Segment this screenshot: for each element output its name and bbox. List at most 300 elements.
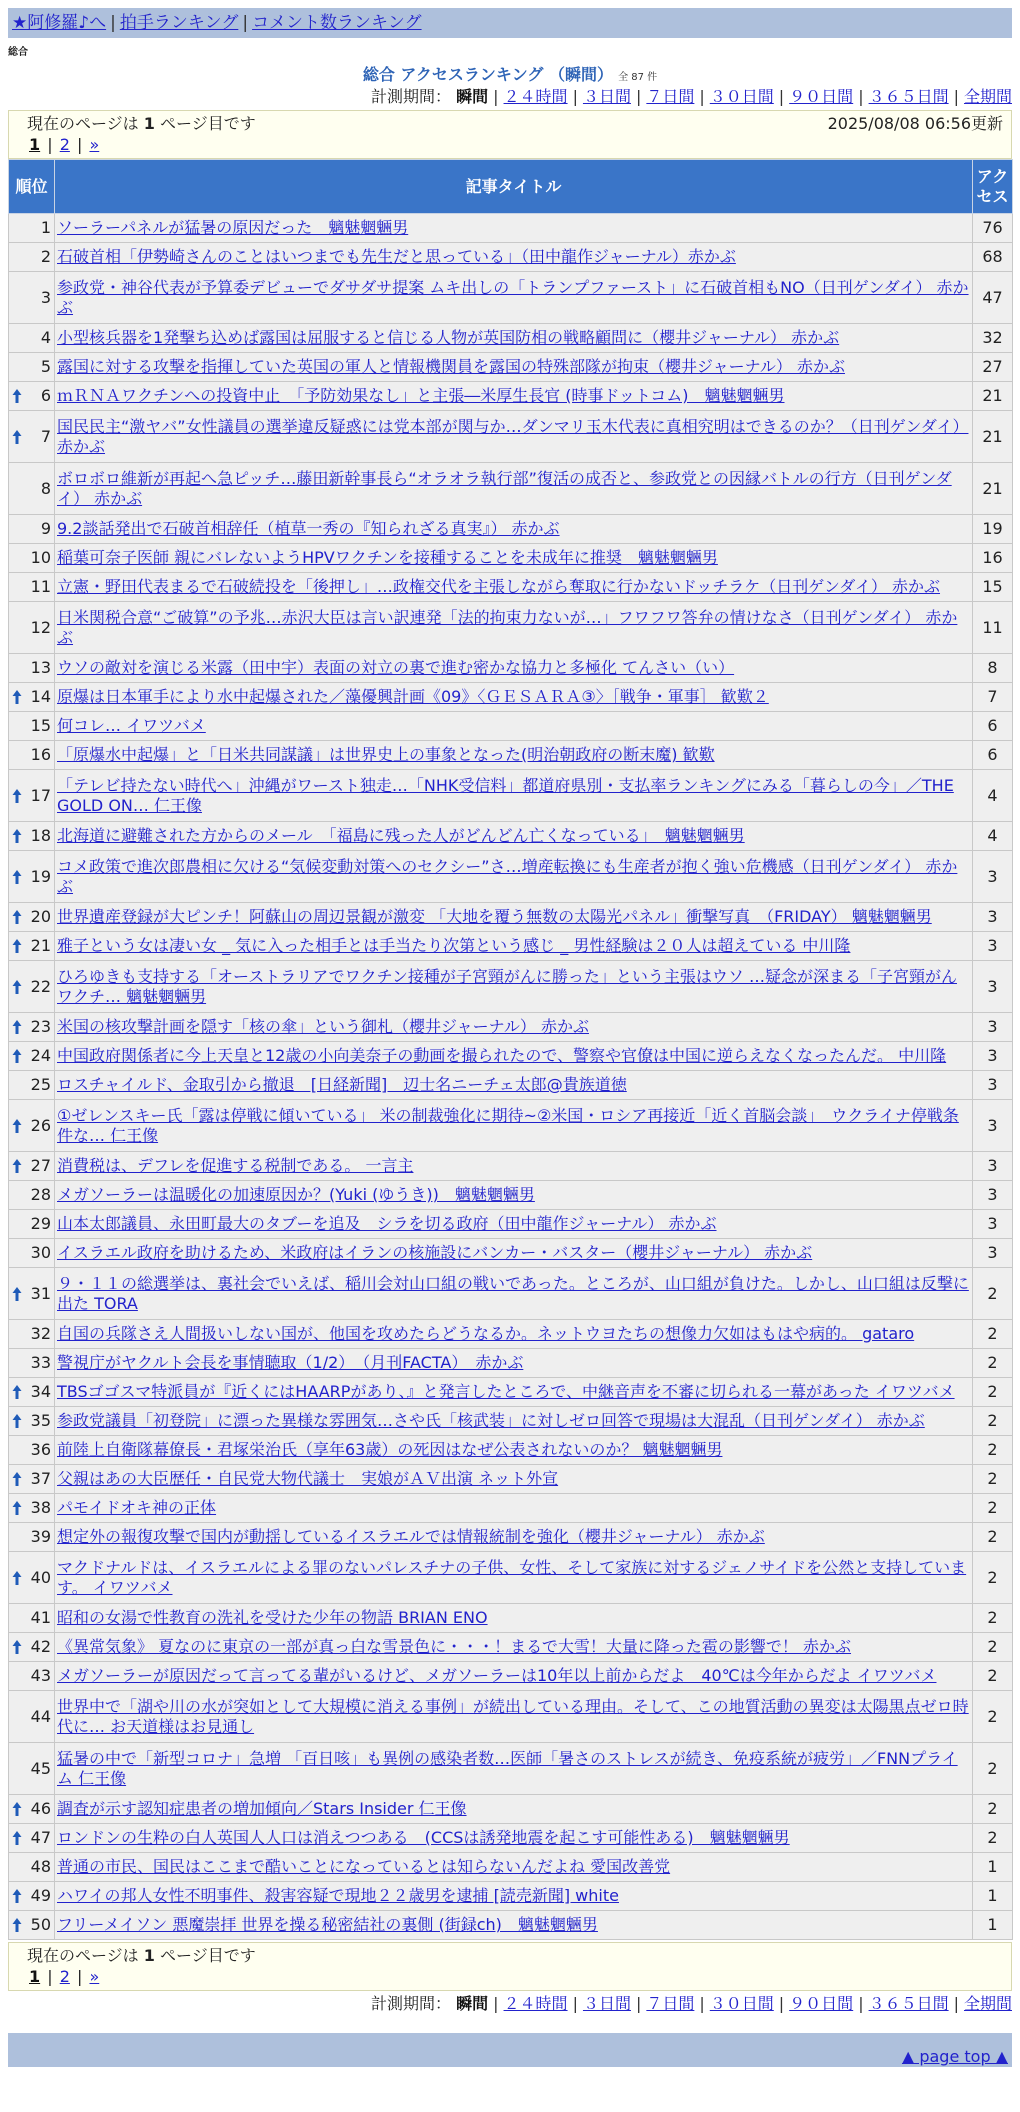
period-link-30d[interactable]: ３０日間: [709, 87, 774, 106]
title-cell: [55, 1633, 973, 1662]
rank-up-arrow-icon: [12, 1019, 22, 1035]
access-count: 21: [973, 411, 1013, 463]
rank-number: 47: [30, 1828, 51, 1847]
table-row: [9, 1552, 1013, 1604]
title-cell: [55, 1552, 973, 1604]
article-link[interactable]: 「原爆水中起爆」と「日米共同謀議」は世界史上の事象となった(明治朝政府の断末魔) 歓歎: [57, 745, 715, 764]
title-cell: [55, 214, 973, 243]
page-title: 総合 アクセスランキング （瞬間）: [362, 65, 613, 84]
article-link[interactable]: 何コレ… イワツバメ: [57, 716, 206, 735]
article-link[interactable]: 《異常気象》 夏なのに東京の一部が真っ白な雪景色に・・・！まるで大雪！大量に降った雹の影響で！ 赤かぶ: [57, 1637, 852, 1656]
article-link[interactable]: 小型核兵器を1発撃ち込めば露国は屈服すると信じる人物が英国防相の戦略顧問に（櫻井ジャーナル） 赤かぶ: [57, 328, 840, 347]
period-link-365d[interactable]: ３６５日間: [868, 1994, 949, 2013]
title-cell: [55, 1911, 973, 1940]
rank-number: 27: [30, 1156, 51, 1175]
access-count: 3: [973, 1042, 1013, 1071]
article-link[interactable]: マクドナルドは、イスラエルによる罪のないパレスチナの子供、女性、そして家族に対するジェノサイドを公然と支持しています。 イワツバメ: [57, 1557, 967, 1597]
title-cell: [55, 1853, 973, 1882]
rank-cell: [9, 741, 55, 770]
access-count: 3: [973, 932, 1013, 961]
title-cell: [55, 1604, 973, 1633]
article-link[interactable]: 調査が示す認知症患者の増加傾向／Stars Insider 仁王像: [57, 1799, 467, 1818]
rank-up-arrow-icon: [12, 909, 22, 925]
access-count: 3: [973, 1013, 1013, 1042]
access-count: 2: [973, 1465, 1013, 1494]
table-row: [9, 1465, 1013, 1494]
table-row: [9, 324, 1013, 353]
title-cell: [55, 1042, 973, 1071]
rank-cell: [9, 1465, 55, 1494]
rank-number: 1: [40, 218, 51, 237]
rank-number: 4: [40, 328, 51, 347]
rank-number: 14: [30, 687, 51, 706]
rank-number: 18: [30, 826, 51, 845]
period-link-24h[interactable]: ２４時間: [503, 87, 568, 106]
access-count: 2: [973, 1662, 1013, 1691]
rank-up-arrow-icon: [12, 1471, 22, 1487]
rank-cell: [9, 272, 55, 324]
access-count: 21: [973, 463, 1013, 515]
rank-cell: [9, 1633, 55, 1662]
rank-up-arrow-icon: [12, 788, 22, 804]
page-top-link[interactable]: ▲ page top ▲: [901, 2047, 1008, 2066]
footer-bar: [8, 2033, 1012, 2067]
rank-up-arrow-icon: [12, 1917, 22, 1933]
title-cell: [55, 1239, 973, 1268]
period-link-24h[interactable]: ２４時間: [503, 1994, 568, 2013]
page-link-1[interactable]: 1: [29, 1967, 41, 1986]
article-link[interactable]: ロンドンの生粋の白人英国人人口は消えつつある (CCSは誘発地震を起こす可能性ある) 魑魅魍魎男: [57, 1828, 790, 1847]
rank-cell: [9, 353, 55, 382]
period-link-90d[interactable]: ９０日間: [789, 1994, 854, 2013]
access-count: 21: [973, 382, 1013, 411]
nav-separator: |: [242, 13, 249, 33]
table-row: [9, 1911, 1013, 1940]
title-cell: [55, 1523, 973, 1552]
rank-number: 6: [40, 386, 51, 405]
title-cell: [55, 1378, 973, 1407]
access-count: 7: [973, 683, 1013, 712]
rank-up-arrow-icon: [12, 689, 22, 705]
rank-up-arrow-icon: [12, 1639, 22, 1655]
period-link-7d[interactable]: ７日間: [646, 1994, 695, 2013]
title-cell: [55, 411, 973, 463]
col-header-title: 記事タイトル: [55, 160, 973, 214]
title-cell: [55, 1210, 973, 1239]
rank-cell: [9, 1494, 55, 1523]
pager-bottom: [8, 1942, 1012, 1991]
article-link[interactable]: 露国に対する攻撃を指揮していた英国の軍人と情報機関員を露国の特殊部隊が拘束（櫻井ジャーナル） 赤かぶ: [57, 357, 845, 376]
rank-number: 33: [30, 1353, 51, 1372]
table-row: [9, 683, 1013, 712]
rank-number: 23: [30, 1017, 51, 1036]
title-cell: [55, 1662, 973, 1691]
col-header-rank: 順位: [9, 160, 55, 214]
article-link[interactable]: 米国の核攻撃計画を隠す「核の傘」という御札（櫻井ジャーナル） 赤かぶ: [57, 1017, 589, 1036]
table-row: [9, 382, 1013, 411]
table-row: [9, 1407, 1013, 1436]
table-row: [9, 654, 1013, 683]
access-count: 2: [973, 1494, 1013, 1523]
access-count: 2: [973, 1552, 1013, 1604]
access-count: 76: [973, 214, 1013, 243]
rank-cell: [9, 214, 55, 243]
table-row: [9, 741, 1013, 770]
rank-cell: [9, 903, 55, 932]
article-link[interactable]: ボロボロ維新が再起へ急ピッチ…藤田新幹事長ら“オラオラ執行部”復活の成否と、参政党との因縁バトルの行方（日刊ゲンダイ） 赤かぶ: [57, 468, 952, 508]
article-link[interactable]: 想定外の報復攻撃で国内が動揺しているイスラエルでは情報統制を強化（櫻井ジャーナル） 赤かぶ: [57, 1527, 765, 1546]
page-link-1[interactable]: 1: [29, 135, 41, 154]
access-count: 1: [973, 1853, 1013, 1882]
rank-up-arrow-icon: [12, 1801, 22, 1817]
ranking-table: [8, 159, 1013, 1940]
article-link[interactable]: ①ゼレンスキー氏「露は停戦に傾いている」 米の制裁強化に期待~②米国・ロシア再接近「近く首脳会談」 ウクライナ停戦条件な… 仁王像: [57, 1105, 959, 1145]
rank-cell: [9, 1378, 55, 1407]
rank-number: 12: [30, 617, 51, 637]
applause-ranking-link[interactable]: 拍手ランキング: [119, 13, 239, 33]
rank-number: 40: [30, 1567, 51, 1587]
rank-number: 2: [40, 247, 51, 266]
rank-number: 46: [30, 1799, 51, 1818]
period-label: 計測期間：: [371, 1994, 452, 2013]
table-row: [9, 712, 1013, 741]
rank-cell: [9, 1911, 55, 1940]
rank-cell: [9, 1824, 55, 1853]
table-row: [9, 353, 1013, 382]
period-current: 瞬間: [456, 1994, 489, 2013]
article-link[interactable]: パモイドオキ神の正体: [57, 1498, 217, 1517]
title-cell: [55, 1152, 973, 1181]
table-row: [9, 1662, 1013, 1691]
rank-number: 39: [30, 1527, 51, 1546]
rank-cell: [9, 1349, 55, 1378]
table-row: [9, 961, 1013, 1013]
article-link[interactable]: 参政党・神谷代表が予算委デビューでダサダサ提案 ムキ出しの「トランプファースト」に石破首相もNO（日刊ゲンダイ） 赤かぶ: [57, 277, 969, 317]
rank-cell: [9, 463, 55, 515]
article-link[interactable]: 参政党議員「初登院」に漂った異様な雰囲気…さや氏「核武装」に対しゼロ回答で現場は大混乱（日刊ゲンダイ） 赤かぶ: [57, 1411, 925, 1430]
period-label: 計測期間：: [371, 87, 452, 106]
table-row: [9, 1824, 1013, 1853]
rank-cell: [9, 654, 55, 683]
period-selector-bottom: 計測期間： 瞬間 | ２４時間 | ３日間 | ７日間 | ３０日間 | ９０日間 | ３６５日間 | 全期間: [371, 1994, 1012, 2013]
rank-up-arrow-icon: [12, 388, 22, 404]
title-cell: [55, 1882, 973, 1911]
access-count: 3: [973, 1181, 1013, 1210]
table-row: [9, 1152, 1013, 1181]
table-row: [9, 1436, 1013, 1465]
access-count: 2: [973, 1604, 1013, 1633]
table-row: [9, 1100, 1013, 1152]
period-current: 瞬間: [456, 87, 489, 106]
rank-number: 11: [30, 577, 51, 596]
rank-number: 9: [40, 519, 51, 538]
table-row: [9, 1181, 1013, 1210]
rank-cell: [9, 544, 55, 573]
rank-number: 20: [30, 907, 51, 926]
category-label: 総合: [8, 47, 28, 58]
access-count: 2: [973, 1523, 1013, 1552]
table-row: [9, 214, 1013, 243]
access-count: 2: [973, 1268, 1013, 1320]
rank-cell: [9, 1882, 55, 1911]
article-link[interactable]: フリーメイソン 悪魔崇拝 世界を操る秘密結社の裏側 (街録ch) 魑魅魍魎男: [57, 1915, 598, 1934]
page-link-2[interactable]: 2: [59, 1967, 70, 1986]
rank-number: 34: [30, 1382, 51, 1401]
title-cell: [55, 822, 973, 851]
article-link[interactable]: ハワイの邦人女性不明事件、殺害容疑で現地２２歳男を逮捕 [読売新聞] white: [57, 1886, 619, 1905]
rank-cell: [9, 382, 55, 411]
rank-up-arrow-icon: [12, 979, 22, 995]
access-count: 3: [973, 1071, 1013, 1100]
rank-number: 15: [30, 716, 51, 735]
article-link[interactable]: 雅子という女は凄い女 _ 気に入った相手とは手当たり次第という感じ _ 男性経験は２０人は超えている 中川隆: [57, 936, 851, 955]
access-count: 2: [973, 1349, 1013, 1378]
access-count: 2: [973, 1824, 1013, 1853]
table-row: [9, 770, 1013, 822]
rank-number: 36: [30, 1440, 51, 1459]
title-cell: [55, 1407, 973, 1436]
article-link[interactable]: 父親はあの大臣歴任・自民党大物代議士 実娘がＡＶ出演 ネット外宣: [57, 1469, 559, 1488]
article-link[interactable]: イスラエル政府を助けるため、米政府はイランの核施設にバンカー・バスター（櫻井ジャーナル） 赤かぶ: [57, 1243, 813, 1262]
rank-cell: [9, 961, 55, 1013]
rank-cell: [9, 324, 55, 353]
article-link[interactable]: 自国の兵隊さえ人間扱いしない国が、他国を攻めたらどうなるか。ネットウヨたちの想像力欠如はもはや病的。 gataro: [57, 1324, 915, 1343]
rank-number: 42: [30, 1637, 51, 1656]
article-link[interactable]: コメ政策で進次郎農相に欠ける“気候変動対策へのセクシー”さ…増産転換にも生産者が抱く強い危機感（日刊ゲンダイ） 赤かぶ: [57, 856, 958, 896]
title-cell: [55, 1349, 973, 1378]
rank-cell: [9, 1853, 55, 1882]
page-status: 現在のページは 1 ページ目です: [27, 114, 256, 133]
article-link[interactable]: ウソの敵対を演じる米露（田中宇）表面の対立の裏で進む密かな協力と多極化 てんさい（い）: [57, 658, 735, 677]
period-link-7d[interactable]: ７日間: [646, 87, 695, 106]
rank-cell: [9, 1662, 55, 1691]
table-row: [9, 822, 1013, 851]
rank-up-arrow-icon: [12, 869, 22, 885]
table-row: [9, 1523, 1013, 1552]
title-cell: [55, 1465, 973, 1494]
article-link[interactable]: ロスチャイルド、金取引から撤退 [日経新聞] 辺士名ニーチェ太郎@貴族道徳: [57, 1075, 627, 1094]
rank-up-arrow-icon: [12, 1570, 22, 1586]
title-cell: [55, 243, 973, 272]
title-cell: [55, 741, 973, 770]
rank-cell: [9, 822, 55, 851]
rank-up-arrow-icon: [12, 1888, 22, 1904]
access-count: 4: [973, 770, 1013, 822]
access-count: 2: [973, 1320, 1013, 1349]
access-count: 2: [973, 1691, 1013, 1743]
table-row: [9, 573, 1013, 602]
table-row: [9, 1239, 1013, 1268]
article-link[interactable]: 山本太郎議員、永田町最大のタブーを追及 シラを切る政府（田中龍作ジャーナル） 赤かぶ: [57, 1214, 717, 1233]
title-cell: [55, 1181, 973, 1210]
title-cell: [55, 272, 973, 324]
period-link-3d[interactable]: ３日間: [582, 87, 631, 106]
rank-cell: [9, 573, 55, 602]
page-next-link[interactable]: »: [89, 1967, 100, 1986]
article-link[interactable]: ９・１１の総選挙は、裏社会でいえば、稲川会対山口組の戦いであった。ところが、山口組が負けた。しかし、山口組は反撃に出た TORA: [57, 1273, 969, 1313]
home-link[interactable]: ★阿修羅♪へ: [12, 13, 107, 33]
access-count: 68: [973, 243, 1013, 272]
title-cell: [55, 961, 973, 1013]
top-nav-bar: [8, 8, 1012, 38]
title-cell: [55, 1268, 973, 1320]
rank-number: 28: [30, 1185, 51, 1204]
article-link[interactable]: 原爆は日本軍手により水中起爆された／藻優興計画《09》〈ＧＥＳＡＲＡ③〉［戦争・軍事］ 歓歎２: [57, 687, 769, 706]
article-link[interactable]: 消費税は、デフレを促進する税制である。 一言主: [57, 1156, 414, 1175]
article-link[interactable]: 中国政府関係者に今上天皇と12歳の小向美奈子の動画を撮られたので、警察や官僚は中国に逆らえなくなったんだ。 中川隆: [57, 1046, 947, 1065]
title-cell: [55, 1795, 973, 1824]
rank-up-arrow-icon: [12, 1500, 22, 1516]
article-link[interactable]: 北海道に避難された方からのメール 「福島に残った人がどんどん亡くなっている」 魑魅魍魎男: [57, 826, 745, 845]
access-count: 3: [973, 1239, 1013, 1268]
rank-number: 3: [40, 287, 51, 307]
table-row: [9, 1795, 1013, 1824]
period-link-365d[interactable]: ３６５日間: [868, 87, 949, 106]
rank-cell: [9, 770, 55, 822]
article-link[interactable]: 「テレビ持たない時代へ」沖縄がワースト独走…「NHK受信料」都道府県別・支払率ランキングにみる「暮らしの今」／THE GOLD ON… 仁王像: [57, 775, 954, 815]
title-cell: [55, 1013, 973, 1042]
access-count: 2: [973, 1407, 1013, 1436]
rank-number: 17: [30, 785, 51, 805]
table-row: [9, 932, 1013, 961]
rank-up-arrow-icon: [12, 1830, 22, 1846]
title-cell: [55, 851, 973, 903]
article-link[interactable]: TBSゴゴスマ特派員が『近くにはHAARPがあり、』と発言したところで、中継音声を不審に切られる一幕があった イワツバメ: [57, 1382, 955, 1401]
title-cell: [55, 654, 973, 683]
rank-cell: [9, 1552, 55, 1604]
access-count: 3: [973, 1100, 1013, 1152]
title-cell: [55, 932, 973, 961]
table-row: [9, 1013, 1013, 1042]
article-link[interactable]: 猛暑の中で「新型コロナ」急増 「百日咳」も異例の感染者数…医師「暑さのストレスが続き、免疫系統が疲労」／FNNプライム 仁王像: [57, 1748, 958, 1788]
rank-up-arrow-icon: [12, 938, 22, 954]
table-row: [9, 1743, 1013, 1795]
table-row: [9, 1071, 1013, 1100]
table-row: [9, 1633, 1013, 1662]
title-cell: [55, 903, 973, 932]
total-count: 全 87 件: [618, 72, 658, 83]
title-cell: [55, 463, 973, 515]
title-cell: [55, 712, 973, 741]
title-cell: [55, 1100, 973, 1152]
rank-up-arrow-icon: [12, 1118, 22, 1134]
access-count: 2: [973, 1795, 1013, 1824]
article-link[interactable]: 9.2談話発出で石破首相辞任（植草一秀の『知られざる真実』） 赤かぶ: [57, 519, 560, 538]
rank-number: 32: [30, 1324, 51, 1343]
rank-cell: [9, 932, 55, 961]
article-link[interactable]: メガソーラーが原因だって言ってる輩がいるけど、メガソーラーは10年以上前からだよ 40℃は今年からだよ イワツバメ: [57, 1666, 937, 1685]
rank-number: 7: [40, 426, 51, 446]
rank-cell: [9, 1152, 55, 1181]
rank-cell: [9, 1239, 55, 1268]
rank-cell: [9, 1268, 55, 1320]
page-next-link[interactable]: »: [89, 135, 100, 154]
rank-number: 26: [30, 1115, 51, 1135]
access-count: 3: [973, 1152, 1013, 1181]
rank-cell: [9, 1795, 55, 1824]
period-link-90d[interactable]: ９０日間: [789, 87, 854, 106]
article-link[interactable]: メガソーラーは温暖化の加速原因か？(Yuki (ゆうき)) 魑魅魍魎男: [57, 1185, 535, 1204]
rank-cell: [9, 1523, 55, 1552]
article-link[interactable]: 世界中で「湖や川の水が突如として大規模に消える事例」が続出している理由。そして、この地質活動の異変は太陽黒点ゼロ時代に… お天道様はお見通し: [57, 1696, 969, 1736]
article-link[interactable]: 国民民主“激ヤバ”女性議員の選挙違反疑惑には党本部が関与か…ダンマリ玉木代表に真相究明はできるのか？（日刊ゲンダイ） 赤かぶ: [57, 416, 969, 456]
table-row: [9, 544, 1013, 573]
article-link[interactable]: ソーラーパネルが猛暑の原因だった 魑魅魍魎男: [57, 218, 409, 237]
table-row: [9, 243, 1013, 272]
article-link[interactable]: 警視庁がヤクルト会長を事情聴取（1/2） （月刊FACTA） 赤かぶ: [57, 1353, 524, 1372]
table-row: [9, 851, 1013, 903]
rank-up-arrow-icon: [12, 828, 22, 844]
page-link-2[interactable]: 2: [59, 135, 70, 154]
rank-number: 16: [30, 745, 51, 764]
rank-number: 19: [30, 866, 51, 886]
title-cell: [55, 770, 973, 822]
table-row: [9, 515, 1013, 544]
table-row: [9, 1853, 1013, 1882]
rank-number: 50: [30, 1915, 51, 1934]
rank-number: 49: [30, 1886, 51, 1905]
updated-timestamp: 2025/08/08 06:56更新: [827, 114, 1003, 133]
article-link[interactable]: 普通の市民、国民はここまで酷いことになっているとは知らないんだよね 愛国改善党: [57, 1857, 671, 1876]
access-count: 8: [973, 654, 1013, 683]
rank-number: 43: [30, 1666, 51, 1685]
period-link-all[interactable]: 全期間: [963, 87, 1012, 106]
article-link[interactable]: ｍＲＮＡワクチンへの投資中止 「予防効果なし」と主張―米厚生長官 (時事ドットコム) 魑魅魍魎男: [57, 386, 785, 405]
article-link[interactable]: 立憲・野田代表まるで石破続投を「後押し」…政権交代を主張しながら奪取に行かないドッチラケ（日刊ゲンダイ） 赤かぶ: [57, 577, 941, 596]
ranking-rows: [9, 214, 1013, 1940]
table-row: [9, 1691, 1013, 1743]
rank-number: 48: [30, 1857, 51, 1876]
access-count: 6: [973, 741, 1013, 770]
title-cell: [55, 515, 973, 544]
table-row: [9, 1349, 1013, 1378]
period-link-3d[interactable]: ３日間: [582, 1994, 631, 2013]
article-link[interactable]: 世界遺産登録が大ピンチ！阿蘇山の周辺景観が激変 「大地を覆う無数の太陽光パネル」衝撃写真 （FRIDAY） 魑魅魍魎男: [57, 907, 932, 926]
rank-cell: [9, 683, 55, 712]
access-count: 3: [973, 1210, 1013, 1239]
rank-up-arrow-icon: [12, 1286, 22, 1302]
period-link-30d[interactable]: ３０日間: [709, 1994, 774, 2013]
article-link[interactable]: 日米関税合意“ご破算”の予兆…赤沢大臣は言い訳連発「法的拘束力ないが…」フワフワ答弁の情けなさ（日刊ゲンダイ） 赤かぶ: [57, 607, 958, 647]
access-count: 2: [973, 1378, 1013, 1407]
table-row: [9, 411, 1013, 463]
title-cell: [55, 683, 973, 712]
rank-cell: [9, 1210, 55, 1239]
title-cell: [55, 1071, 973, 1100]
access-count: 3: [973, 903, 1013, 932]
table-row: [9, 602, 1013, 654]
title-cell: [55, 573, 973, 602]
rank-number: 8: [40, 478, 51, 498]
title-cell: [55, 1743, 973, 1795]
title-cell: [55, 353, 973, 382]
rank-up-arrow-icon: [12, 1384, 22, 1400]
rank-cell: [9, 1071, 55, 1100]
article-link[interactable]: 稲葉可奈子医師 親にバレないようHPVワクチンを接種することを未成年に推奨 魑魅魍魎男: [57, 548, 718, 567]
comment-ranking-link[interactable]: コメント数ランキング: [252, 13, 422, 33]
rank-cell: [9, 1436, 55, 1465]
article-link[interactable]: ひろゆきも支持する「オーストラリアでワクチン接種が子宮頸がんに勝った」という主張はウソ …疑念が深まる「子宮頸がんワクチ… 魑魅魍魎男: [57, 966, 957, 1006]
article-link[interactable]: 前陸上自衛隊幕僚長・君塚栄治氏（享年63歳）の死因はなぜ公表されないのか？ 魑魅魍魎男: [57, 1440, 723, 1459]
rank-number: 24: [30, 1046, 51, 1065]
col-header-access: アクセス: [973, 160, 1013, 214]
rank-cell: [9, 851, 55, 903]
rank-number: 45: [30, 1758, 51, 1778]
article-link[interactable]: 石破首相「伊勢崎さんのことはいつまでも先生だと思っている」（田中龍作ジャーナル）赤かぶ: [57, 247, 736, 266]
title-cell: [55, 382, 973, 411]
period-link-all[interactable]: 全期間: [963, 1994, 1012, 2013]
article-link[interactable]: 昭和の女湯で性教育の洗礼を受けた少年の物語 BRIAN ENO: [57, 1608, 488, 1627]
